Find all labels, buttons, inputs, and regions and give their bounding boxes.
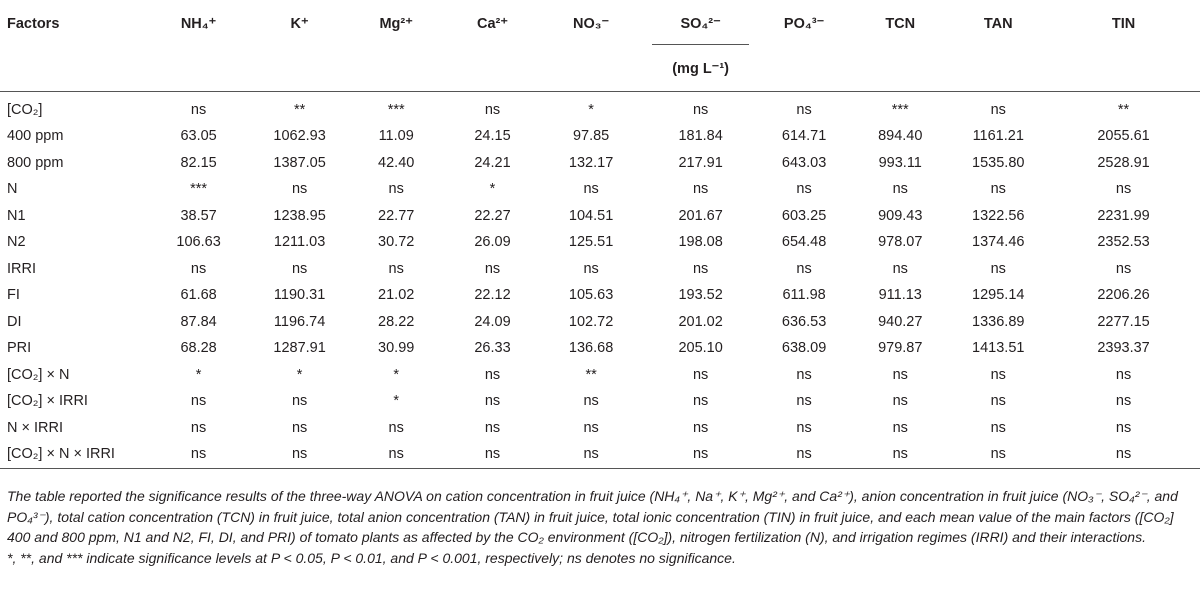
table-cell: 105.63 — [568, 287, 614, 304]
table-cell: 26.33 — [474, 340, 511, 357]
table-cell: ns — [291, 419, 308, 436]
table-cell: ns — [538, 441, 644, 468]
table-cell: 909.43 — [878, 207, 923, 224]
table-cell: ns — [190, 260, 207, 277]
table-cell: ns — [796, 181, 812, 198]
table-cell: ns — [990, 419, 1006, 436]
table-cell: 1190.31 — [273, 287, 326, 304]
table-row — [0, 176, 1200, 203]
table-cell: 2055.61 — [1097, 128, 1150, 145]
header-tcn: TCN — [885, 16, 916, 32]
table-cell: 1062.93 — [273, 128, 326, 145]
table-cell: ns — [892, 419, 908, 436]
table-cell: 82.15 — [180, 154, 217, 171]
table-cell: ns — [692, 260, 709, 277]
table-cell: *** — [190, 181, 208, 198]
table-cell: 21.02 — [378, 287, 415, 304]
table-cell: ns — [190, 419, 207, 436]
table-cell: ns — [484, 260, 501, 277]
table-cell: 643.03 — [781, 154, 827, 171]
table-cell: 30.99 — [378, 340, 415, 357]
table-cell: 22.12 — [474, 287, 511, 304]
table-cell: 201.67 — [678, 207, 723, 224]
table-cell: ** — [1117, 102, 1130, 119]
table-cell: * — [489, 181, 496, 198]
table-cell: ns — [143, 441, 253, 468]
table-cell: 181.84 — [678, 128, 723, 145]
table-cell: ns — [892, 181, 908, 198]
table-cell: 1374.46 — [972, 234, 1025, 251]
table-cell: ns — [796, 260, 812, 277]
row-factor-label: FI — [7, 287, 20, 304]
row-factor-label: [CO₂] × IRRI — [7, 393, 88, 410]
row-factor-label: [CO₂] × N × IRRI — [0, 441, 143, 468]
table-cell: ns — [990, 366, 1006, 383]
table-cell: 1336.89 — [972, 313, 1025, 330]
table-cell: ns — [388, 419, 404, 436]
table-cell: ns — [990, 181, 1006, 198]
table-row — [0, 362, 1200, 389]
table-cell: *** — [387, 102, 405, 119]
table-cell: ns — [796, 393, 812, 410]
table-cell: ns — [796, 419, 812, 436]
table-cell: ns — [190, 393, 207, 410]
table-cell: 26.09 — [474, 234, 511, 251]
table-cell: 22.27 — [474, 207, 511, 224]
table-cell: 2277.15 — [1097, 313, 1150, 330]
table-cell: 63.05 — [180, 128, 217, 145]
table-cell: 1295.14 — [972, 287, 1025, 304]
table-cell: 28.22 — [378, 313, 415, 330]
table-cell: 993.11 — [878, 154, 922, 171]
header-no3: NO₃⁻ — [573, 16, 610, 32]
table-cell: 911.13 — [878, 287, 922, 304]
table-cell: ns — [692, 366, 709, 383]
table-cell: 979.87 — [878, 340, 923, 357]
table-cell: * — [393, 393, 399, 410]
table-row — [0, 415, 1200, 442]
table-cell: 1238.95 — [273, 207, 326, 224]
table-cell: 217.91 — [678, 154, 723, 171]
table-cell: *** — [891, 102, 909, 119]
header-po4: PO₄³⁻ — [783, 16, 825, 32]
table-cell: 2231.99 — [1097, 207, 1150, 224]
table-cell: ns — [345, 441, 446, 468]
table-row — [0, 203, 1200, 230]
table-cell: ns — [851, 441, 949, 468]
table-cell: 1287.91 — [273, 340, 326, 357]
table-cell: ns — [254, 441, 346, 468]
row-factor-label: PRI — [7, 340, 32, 357]
table-cell: 22.77 — [378, 207, 415, 224]
table-row — [0, 256, 1200, 283]
table-cell: ns — [583, 419, 599, 436]
table-cell: ns — [1047, 441, 1200, 468]
table-cell: ns — [484, 102, 501, 119]
row-factor-label: [CO₂] × N — [7, 366, 70, 383]
row-factor-label: N2 — [7, 234, 26, 251]
header-nh4: NH₄⁺ — [180, 16, 217, 32]
table-row — [0, 282, 1200, 309]
table-row — [0, 229, 1200, 256]
row-factor-label: [CO₂] — [7, 102, 43, 119]
table-cell: 638.09 — [781, 340, 827, 357]
table-row — [0, 150, 1200, 177]
table-cell: ns — [692, 419, 709, 436]
table-cell: ns — [1115, 419, 1132, 436]
header-k: K⁺ — [290, 16, 309, 32]
table-cell: 205.10 — [678, 340, 723, 357]
header-so4 — [644, 0, 757, 45]
row-factor-label: DI — [7, 313, 22, 330]
table-cell: 1535.80 — [972, 154, 1025, 171]
table-cell: ns — [583, 393, 599, 410]
table-cell: 104.51 — [568, 207, 614, 224]
table-cell: ns — [190, 102, 207, 119]
table-footnotes — [7, 486, 1193, 568]
table-cell: 2528.91 — [1097, 154, 1150, 171]
table-cell: ns — [484, 419, 501, 436]
table-cell: 198.08 — [678, 234, 723, 251]
row-factor-label: N — [7, 181, 18, 198]
table-cell: ns — [796, 102, 812, 119]
table-body — [0, 91, 1200, 468]
table-cell: ns — [583, 260, 599, 277]
table-cell: ns — [644, 441, 757, 468]
table-cell: ns — [447, 441, 538, 468]
table-cell: 24.09 — [474, 313, 511, 330]
table-cell: ** — [293, 102, 306, 119]
table-cell: ns — [692, 393, 709, 410]
header-tin: TIN — [1111, 16, 1136, 32]
table-row — [0, 309, 1200, 336]
table-cell: 11.09 — [378, 128, 414, 145]
table-cell: 136.68 — [568, 340, 614, 357]
unit-row — [0, 45, 1200, 91]
table-cell: 1387.05 — [273, 154, 326, 171]
table-row — [0, 388, 1200, 415]
row-factor-label: 400 ppm — [7, 128, 64, 145]
table-cell: 1161.21 — [972, 128, 1024, 145]
table-cell: ns — [1115, 260, 1132, 277]
table-cell: 654.48 — [781, 234, 827, 251]
footnote-significance: *, **, and *** indicate significance levels at P < 0.05, P < 0.01, and P < 0.001, respectively; ns denotes no significance. — [7, 549, 736, 566]
table-cell: 132.17 — [568, 154, 614, 171]
table-cell: ns — [291, 181, 308, 198]
unit-span-rule — [652, 44, 749, 45]
table-cell: ns — [892, 393, 908, 410]
table-cell: 636.53 — [781, 313, 827, 330]
table-cell: ns — [583, 181, 599, 198]
footnote-main: The table reported the significance results of the three-way ANOVA on cation concentration in fruit juice (NH₄⁺, Na⁺, K⁺, Mg²⁺, and Ca²⁺), anion concentration in fruit juice (NO₃⁻, SO₄²⁻, and PO₄³⁻), total cation concentration (TCN) in fruit juice, total anion concentration (TAN) in fruit juice, total ionic concentration (TIN) in fruit juice, and each mean value of the main factors ([CO₂] 400 and 800 ppm, N1 and N2, FI, DI, and PRI) of tomato plants as affected by the CO₂ environment ([CO₂]), nitrogen fertilization (N), and irrigation regimes (IRRI) and their interactions. — [7, 488, 1178, 545]
table-cell: 1196.74 — [273, 313, 326, 330]
table-cell: 102.72 — [568, 313, 614, 330]
table-cell: 30.72 — [378, 234, 415, 251]
table-row — [0, 335, 1200, 362]
table-cell: 42.40 — [378, 154, 415, 171]
table-cell: 2352.53 — [1097, 234, 1150, 251]
table-cell: ns — [892, 366, 908, 383]
table-cell: 68.28 — [180, 340, 217, 357]
unit-label: (mg L⁻¹) — [672, 61, 729, 77]
row-factor-label: 800 ppm — [7, 154, 64, 171]
header-tan: TAN — [983, 16, 1013, 32]
table-cell: ns — [990, 260, 1006, 277]
row-factor-label: N × IRRI — [7, 419, 63, 436]
table-cell: 125.51 — [568, 234, 614, 251]
table-cell: 61.68 — [180, 287, 217, 304]
header-ca: Ca²⁺ — [476, 16, 509, 32]
table-cell: ns — [1115, 366, 1132, 383]
table-cell: 38.57 — [180, 207, 217, 224]
table-cell: 978.07 — [878, 234, 923, 251]
table-cell: 24.15 — [474, 128, 511, 145]
table-cell: 97.85 — [572, 128, 610, 145]
table-cell: * — [588, 102, 594, 119]
row-factor-label: IRRI — [7, 260, 36, 277]
table-cell: ns — [388, 260, 404, 277]
table-cell: 201.02 — [678, 313, 723, 330]
row-factor-label: N1 — [7, 207, 26, 224]
table-cell: 193.52 — [678, 287, 723, 304]
table-cell: 894.40 — [878, 128, 923, 145]
table-cell: ns — [796, 366, 812, 383]
table-cell: 2206.26 — [1097, 287, 1150, 304]
table-cell: 87.84 — [180, 313, 217, 330]
table-row — [0, 123, 1200, 150]
table-cell: ns — [692, 181, 709, 198]
table-cell: ns — [990, 102, 1006, 119]
table-cell: * — [195, 366, 202, 383]
table-cell: ns — [388, 181, 404, 198]
table-cell: 2393.37 — [1097, 340, 1150, 357]
table-cell: 106.63 — [176, 234, 221, 251]
table-cell: * — [393, 366, 399, 383]
table-cell: 1413.51 — [972, 340, 1025, 357]
header-mg: Mg²⁺ — [379, 16, 413, 32]
table-cell: ns — [1115, 181, 1132, 198]
table-cell: ns — [990, 393, 1006, 410]
table-cell: * — [296, 366, 303, 383]
header-factors: Factors — [7, 16, 60, 32]
table-cell: 603.25 — [781, 207, 827, 224]
table-cell: 1322.56 — [972, 207, 1025, 224]
table-cell: ns — [484, 366, 501, 383]
table-cell: 24.21 — [474, 154, 511, 171]
table-cell: ns — [291, 260, 308, 277]
table-cell: ns — [291, 393, 308, 410]
table-row — [0, 91, 1200, 123]
table-row — [0, 441, 1200, 468]
table-cell: ns — [1115, 393, 1132, 410]
table-cell: 614.71 — [781, 128, 827, 145]
table-cell: 1211.03 — [273, 234, 326, 251]
table-cell: ns — [757, 441, 851, 468]
header-row — [0, 0, 1200, 45]
table-cell: 611.98 — [782, 287, 826, 304]
table-cell: ns — [484, 393, 501, 410]
table-cell: ** — [585, 366, 597, 383]
header-so4-label: SO₄²⁻ — [680, 16, 721, 32]
table-cell: ns — [949, 441, 1047, 468]
table-cell: 940.27 — [878, 313, 923, 330]
table-cell: ns — [692, 102, 709, 119]
table-cell: ns — [892, 260, 908, 277]
